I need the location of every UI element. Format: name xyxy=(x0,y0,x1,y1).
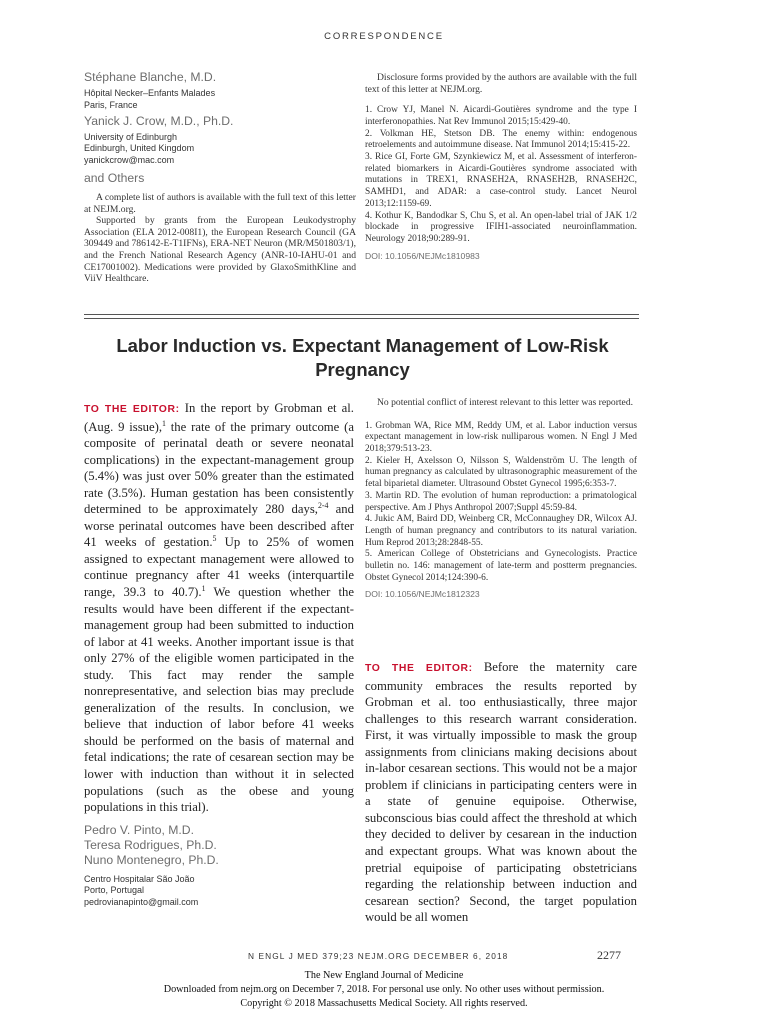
copyright-notice: Copyright © 2018 Massachusetts Medical Society. All rights reserved. xyxy=(240,998,528,1009)
disclosure-statement: Disclosure forms provided by the authors are available with the full text of this letter at NEJM.org. xyxy=(365,72,637,95)
section-divider xyxy=(84,314,639,315)
body-text: and worse perinatal outcomes have been described after 41 weeks of gestation. xyxy=(84,502,354,550)
reference-list xyxy=(365,421,637,585)
author-email[interactable]: yanickcrow@mac.com xyxy=(84,155,175,166)
author-block xyxy=(84,114,356,167)
top-letter-left-column xyxy=(84,70,356,285)
reference-item: 3. Martin RD. The evolution of human reproduction: a primatological perspective. Am J Phys Anthropol 2007;Suppl 45:59-84. xyxy=(365,490,637,513)
journal-citation-line: N ENGL J MED 379;23 NEJM.ORG DECEMBER 6, 2018 xyxy=(248,951,509,961)
body-text: Before the maternity care community embraces the results reported by Grobman et al. too enthusiastically, three major challenges to this research warrant consideration. First, it was virtually impossible to mask the group assignments from clinicians making decisions about in-labor cesarean sections. This would not be a major problem if clinicians in participating centers were in a state of genuine equipoise. Otherwise, subconscious bias could affect the threshold at which they decided to deliver by cesarean in the induction and expectant groups. What was known about the pretrial equipoise of participating obstetricians regarding the relationship between induction and cesarean section? Second, the target population would be all women xyxy=(365,660,637,925)
note-paragraph: A complete list of authors is available with the full text of this letter at NEJM.org. xyxy=(84,191,356,215)
body-text: We question whether the results would have been different if the expectant-management group had been submitted to induction of labor at 41 weeks. Another important issue is that only 27% of the eligible women participated in the study. This fact may render the sample nonrepresentative, and selection bias may preclude generalization of the results. In conclusion, we believe that induction of labor before 41 weeks should be performed on the basis of maternal and fetal indications; the rate of cesarean section may be lower with induction than without it in selected populations (such as the obese and young populations in this trial). xyxy=(84,585,354,815)
download-notice-journal: The New England Journal of Medicine xyxy=(304,970,464,981)
author-affiliation xyxy=(84,874,354,909)
to-the-editor-label: TO THE EDITOR: xyxy=(84,404,180,415)
reference-item: 4. Jukic AM, Baird DD, Weinberg CR, McConnaughey DR, Wilcox AJ. Length of human pregnancy and contributors to its natural variation. Hum Reprod 2013;28:2848-55. xyxy=(365,514,637,548)
article-title: Labor Induction vs. Expectant Management of Low-Risk Pregnancy xyxy=(116,335,609,380)
citation-superscript: 5 xyxy=(212,534,217,544)
to-the-editor-label: TO THE EDITOR: xyxy=(365,663,473,674)
signature-block xyxy=(84,823,354,909)
reference-item: 2. Kieler H, Axelsson O, Nilsson S, Waldenström U. The length of human pregnancy as calculated by ultrasonographic measurement of the fetal biparietal diameter. Ultrasound Obstet Gynecol 1995;6:353-7. xyxy=(365,455,637,490)
doi-link[interactable]: DOI: 10.1056/NEJMc1810983 xyxy=(365,250,480,261)
author-name: Nuno Montenegro, Ph.D. xyxy=(84,852,219,867)
author-name: Yanick J. Crow, M.D., Ph.D. xyxy=(84,113,234,128)
citation-superscript: 1 xyxy=(201,583,206,593)
citation-superscript: 1 xyxy=(162,418,166,428)
author-affiliation xyxy=(84,132,356,167)
affiliation-line: Porto, Portugal xyxy=(84,885,145,896)
reference-item: 5. American College of Obstetricians and Gynecologists. Practice bulletin no. 146: management of late-term and postterm pregnancies. Obstet Gynecol 2014;124:390-6. xyxy=(365,549,637,583)
affiliation-line: Centro Hospitalar São João xyxy=(84,873,195,884)
affiliation-line: Edinburgh, United Kingdom xyxy=(84,143,195,154)
letter-one-body xyxy=(84,400,354,816)
letter-one-references-column xyxy=(365,397,637,599)
disclosure-statement: No potential conflict of interest relevant to this letter was reported. xyxy=(377,397,634,408)
section-header: CORRESPONDENCE xyxy=(324,31,444,42)
body-text: the rate of the primary outcome (a composite of perinatal death or severe neonatal complications) in the expectant-management group (5.4%) was just over 50% greater than the estimated rate (3.5%). Human gestation has been consistently determined to be approximately 280 days, xyxy=(84,419,354,517)
page-number: 2277 xyxy=(597,948,621,962)
section-divider xyxy=(84,318,639,319)
letter-two-column xyxy=(365,659,637,926)
affiliation-line: Paris, France xyxy=(84,99,138,110)
letter-two-body xyxy=(365,659,637,926)
top-letter-right-column xyxy=(365,72,637,261)
download-notice: Downloaded from nejm.org on December 7, 2018. For personal use only. No other uses without permission. xyxy=(163,984,605,995)
affiliation-line: Hôpital Necker–Enfants Malades xyxy=(84,88,216,98)
funding-paragraph: Supported by grants from the European Leukodystrophy Association (ELA 2012-008I1), the European Research Council (GA 309449 and 786142-E-T1IFNs), ERA-NET Neuron (MR/M501803/1), and the French National Research Agency (ANR-10-IAHU-01 and CE17001002). Medications were provided by GlaxoSmithKline and ViiV Healthcare. xyxy=(84,215,356,285)
reference-item: 1. Crow YJ, Manel N. Aicardi-Goutières syndrome and the type I interferonopathies. Nat Rev Immunol 2015;15:429-40. xyxy=(365,105,637,127)
reference-item: 1. Grobman WA, Rice MM, Reddy UM, et al. Labor induction versus expectant management in low-risk nulliparous women. N Engl J Med 2018;379:513-23. xyxy=(365,420,637,454)
body-text: In the report by Grobman et al. (Aug. 9 issue), xyxy=(84,401,354,434)
doi-link[interactable]: DOI: 10.1056/NEJMc1812323 xyxy=(365,589,480,600)
author-affiliation xyxy=(84,88,356,112)
notes xyxy=(84,192,356,285)
author-name: Pedro V. Pinto, M.D. xyxy=(84,822,194,837)
reference-item: 2. Volkman HE, Stetson DB. The enemy within: endogenous retroelements and autoimmune disease. Nat Immunol 2014;15:415-22. xyxy=(365,128,637,151)
reference-item: 4. Kothur K, Bandodkar S, Chu S, et al. An open-label trial of JAK 1/2 blockade in progressive IFIH1-associated neuroinflammation. Neurology 2018;90:289-91. xyxy=(365,210,637,244)
letter-one-column xyxy=(84,400,354,909)
reference-list xyxy=(365,105,637,245)
reference-item: 3. Rice GI, Forte GM, Szynkiewicz M, et al. Assessment of interferon-related biomarkers in Aicardi-Goutières syndrome associated with mutations in TREX1, RNASEH2A, RNASEH2B, RNASEH2C, SAMHD1, and ADAR: a case-control study. Lancet Neurol 2013;12:1159-69. xyxy=(365,152,637,209)
author-name: Stéphane Blanche, M.D. xyxy=(84,70,217,84)
author-block xyxy=(84,70,356,112)
citation-superscript: 2-4 xyxy=(317,501,329,511)
and-others-label: and Others xyxy=(84,170,145,185)
affiliation-line: University of Edinburgh xyxy=(84,131,178,142)
author-name: Teresa Rodrigues, Ph.D. xyxy=(84,837,217,852)
author-email[interactable]: pedrovianapinto@gmail.com xyxy=(84,897,199,908)
body-text: Up to 25% of women assigned to expectant management were allowed to continue pregnancy after 41 weeks (interquartile range, 39.3 to 40.7). xyxy=(84,535,354,600)
